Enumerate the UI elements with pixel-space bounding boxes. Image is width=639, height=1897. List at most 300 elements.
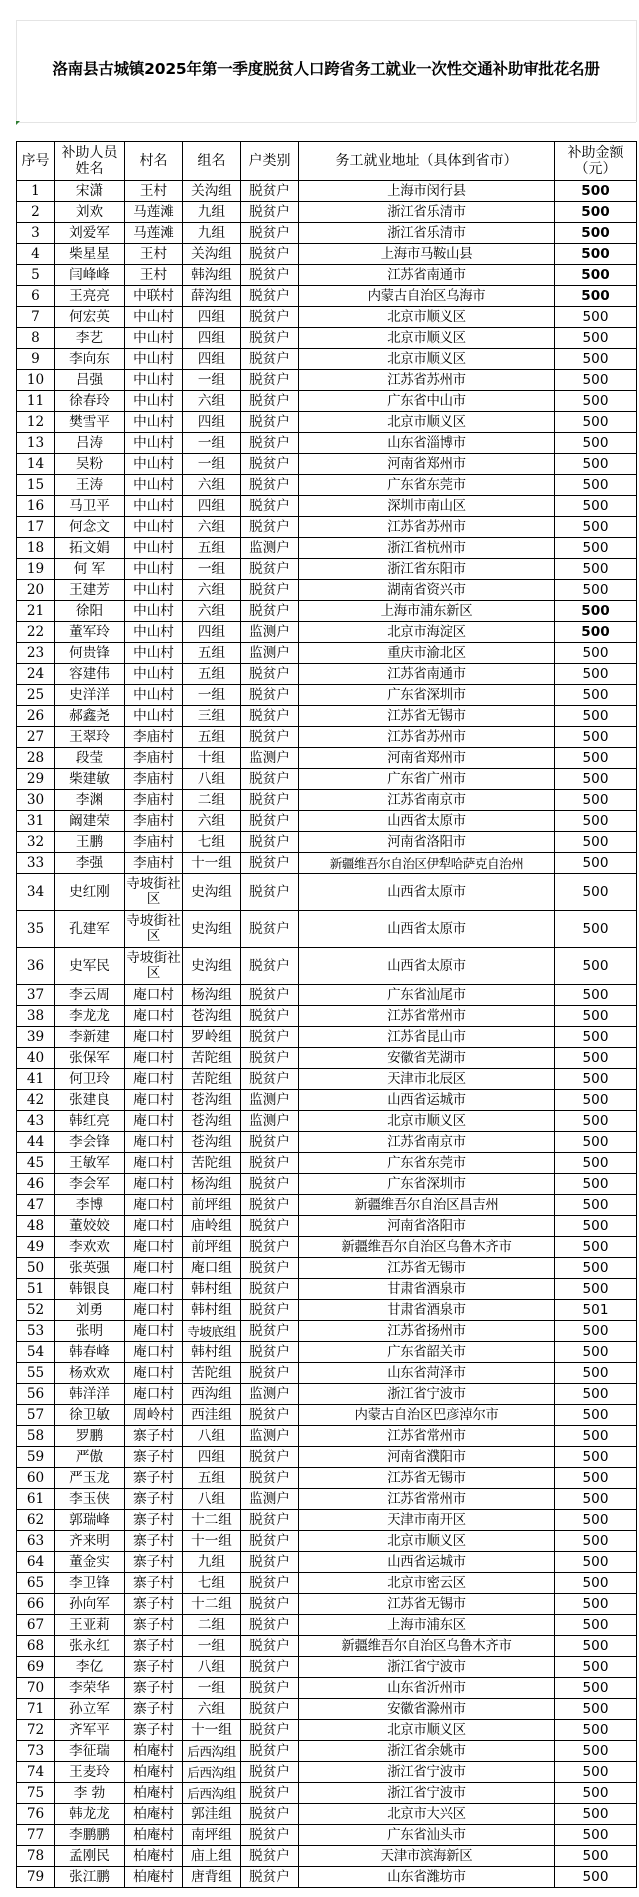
cell-work-address: 北京市顺义区 — [299, 412, 555, 433]
table-row — [17, 559, 637, 580]
cell-seq: 8 — [17, 328, 55, 349]
cell-seq: 75 — [17, 1783, 55, 1804]
table-row — [17, 454, 637, 475]
cell-name: 罗鹏 — [55, 1426, 125, 1447]
cell-seq: 62 — [17, 1510, 55, 1531]
table-row — [17, 1237, 637, 1258]
table-row — [17, 1510, 637, 1531]
cell-amount: 500 — [555, 790, 637, 811]
cell-name: 韩龙龙 — [55, 1804, 125, 1825]
cell-group: 苍沟组 — [183, 1090, 241, 1111]
cell-village: 庵口村 — [125, 985, 183, 1006]
cell-amount: 500 — [555, 832, 637, 853]
table-row — [17, 1804, 637, 1825]
cell-group: 一组 — [183, 454, 241, 475]
cell-work-address: 天津市北辰区 — [299, 1069, 555, 1090]
cell-household-type: 监测户 — [241, 1384, 299, 1405]
table-row — [17, 1846, 637, 1867]
table-row — [17, 1867, 637, 1888]
cell-group: 唐背组 — [183, 1867, 241, 1888]
cell-amount: 500 — [555, 475, 637, 496]
cell-amount: 500 — [555, 1195, 637, 1216]
cell-name: 柴建敏 — [55, 769, 125, 790]
table-row — [17, 985, 637, 1006]
cell-seq: 41 — [17, 1069, 55, 1090]
header-amount: 补助金额（元） — [555, 142, 637, 181]
cell-amount: 500 — [555, 391, 637, 412]
cell-village: 李庙村 — [125, 811, 183, 832]
table-row — [17, 1468, 637, 1489]
cell-work-address: 江苏省苏州市 — [299, 517, 555, 538]
cell-household-type: 脱贫户 — [241, 1342, 299, 1363]
cell-amount: 500 — [555, 1342, 637, 1363]
cell-group: 八组 — [183, 1489, 241, 1510]
cell-amount: 500 — [555, 1174, 637, 1195]
cell-seq: 31 — [17, 811, 55, 832]
cell-name: 王翠玲 — [55, 727, 125, 748]
table-row — [17, 1153, 637, 1174]
cell-name: 何贵锋 — [55, 643, 125, 664]
cell-household-type: 脱贫户 — [241, 911, 299, 948]
table-row — [17, 769, 637, 790]
cell-group: 二组 — [183, 1615, 241, 1636]
cell-amount: 500 — [555, 223, 637, 244]
cell-household-type: 脱贫户 — [241, 496, 299, 517]
cell-amount: 500 — [555, 1741, 637, 1762]
cell-amount: 500 — [555, 1006, 637, 1027]
cell-group: 韩村组 — [183, 1279, 241, 1300]
cell-village: 中山村 — [125, 496, 183, 517]
cell-work-address: 浙江省乐清市 — [299, 223, 555, 244]
cell-group: 五组 — [183, 643, 241, 664]
table-row — [17, 1657, 637, 1678]
cell-household-type: 脱贫户 — [241, 1636, 299, 1657]
cell-household-type: 脱贫户 — [241, 1195, 299, 1216]
cell-name: 齐军平 — [55, 1720, 125, 1741]
cell-village: 寨子村 — [125, 1468, 183, 1489]
cell-seq: 24 — [17, 664, 55, 685]
cell-work-address: 浙江省宁波市 — [299, 1384, 555, 1405]
cell-seq: 65 — [17, 1573, 55, 1594]
cell-amount: 500 — [555, 1804, 637, 1825]
cell-group: 史沟组 — [183, 911, 241, 948]
table-row — [17, 811, 637, 832]
cell-village: 李庙村 — [125, 748, 183, 769]
cell-name: 柴星星 — [55, 244, 125, 265]
cell-seq: 74 — [17, 1762, 55, 1783]
cell-seq: 19 — [17, 559, 55, 580]
cell-household-type: 脱贫户 — [241, 370, 299, 391]
cell-group: 一组 — [183, 685, 241, 706]
cell-name: 李龙龙 — [55, 1006, 125, 1027]
cell-amount: 500 — [555, 370, 637, 391]
cell-work-address: 浙江省宁波市 — [299, 1783, 555, 1804]
cell-work-address: 上海市浦东区 — [299, 1615, 555, 1636]
cell-group: 九组 — [183, 223, 241, 244]
cell-household-type: 脱贫户 — [241, 1069, 299, 1090]
cell-seq: 55 — [17, 1363, 55, 1384]
table-row — [17, 475, 637, 496]
cell-work-address: 安徽省芜湖市 — [299, 1048, 555, 1069]
cell-amount: 500 — [555, 853, 637, 874]
cell-name: 李向东 — [55, 349, 125, 370]
cell-group: 七组 — [183, 832, 241, 853]
cell-village: 寨子村 — [125, 1447, 183, 1468]
cell-group: 六组 — [183, 517, 241, 538]
cell-work-address: 安徽省滁州市 — [299, 1699, 555, 1720]
cell-name: 何卫玲 — [55, 1069, 125, 1090]
cell-seq: 20 — [17, 580, 55, 601]
cell-household-type: 脱贫户 — [241, 1048, 299, 1069]
cell-amount: 500 — [555, 1552, 637, 1573]
cell-name: 史红刚 — [55, 874, 125, 911]
cell-group: 四组 — [183, 622, 241, 643]
cell-amount: 500 — [555, 1384, 637, 1405]
cell-seq: 25 — [17, 685, 55, 706]
cell-seq: 43 — [17, 1111, 55, 1132]
cell-amount: 500 — [555, 496, 637, 517]
cell-name: 董军玲 — [55, 622, 125, 643]
cell-seq: 45 — [17, 1153, 55, 1174]
cell-household-type: 监测户 — [241, 1090, 299, 1111]
cell-work-address: 广东省深圳市 — [299, 1174, 555, 1195]
cell-village: 中山村 — [125, 538, 183, 559]
cell-work-address: 浙江省乐清市 — [299, 202, 555, 223]
cell-amount: 500 — [555, 874, 637, 911]
cell-work-address: 江苏省南通市 — [299, 664, 555, 685]
cell-amount: 500 — [555, 244, 637, 265]
table-row — [17, 1426, 637, 1447]
title-area — [16, 0, 636, 122]
cell-household-type: 脱贫户 — [241, 1405, 299, 1426]
cell-village: 庵口村 — [125, 1300, 183, 1321]
cell-name: 张永红 — [55, 1636, 125, 1657]
cell-name: 孔建军 — [55, 911, 125, 948]
cell-seq: 78 — [17, 1846, 55, 1867]
cell-work-address: 新疆维吾尔自治区乌鲁木齐市 — [299, 1636, 555, 1657]
cell-household-type: 脱贫户 — [241, 664, 299, 685]
cell-name: 何宏英 — [55, 307, 125, 328]
cell-work-address: 河南省洛阳市 — [299, 832, 555, 853]
cell-village: 柏庵村 — [125, 1804, 183, 1825]
cell-seq: 30 — [17, 790, 55, 811]
cell-amount: 500 — [555, 1825, 637, 1846]
cell-seq: 28 — [17, 748, 55, 769]
cell-amount: 500 — [555, 948, 637, 985]
cell-village: 庵口村 — [125, 1237, 183, 1258]
cell-name: 刘勇 — [55, 1300, 125, 1321]
header-household-type: 户类别 — [241, 142, 299, 181]
cell-group: 六组 — [183, 391, 241, 412]
cell-seq: 77 — [17, 1825, 55, 1846]
cell-household-type: 脱贫户 — [241, 391, 299, 412]
table-row — [17, 391, 637, 412]
cell-household-type: 脱贫户 — [241, 985, 299, 1006]
cell-name: 史军民 — [55, 948, 125, 985]
cell-name: 孙向军 — [55, 1594, 125, 1615]
cell-amount: 500 — [555, 307, 637, 328]
cell-name: 李渊 — [55, 790, 125, 811]
cell-village: 中山村 — [125, 370, 183, 391]
cell-name: 徐阳 — [55, 601, 125, 622]
cell-amount: 500 — [555, 538, 637, 559]
cell-village: 寺坡街社区 — [125, 874, 183, 911]
cell-work-address: 浙江省宁波市 — [299, 1762, 555, 1783]
cell-household-type: 脱贫户 — [241, 1762, 299, 1783]
cell-seq: 59 — [17, 1447, 55, 1468]
cell-group: 七组 — [183, 1573, 241, 1594]
table-row — [17, 1363, 637, 1384]
cell-household-type: 脱贫户 — [241, 349, 299, 370]
table-row — [17, 1342, 637, 1363]
cell-group: 后西沟组 — [183, 1741, 241, 1762]
cell-work-address: 河南省洛阳市 — [299, 1216, 555, 1237]
cell-work-address: 广东省东莞市 — [299, 1153, 555, 1174]
cell-work-address: 新疆维吾尔自治区乌鲁木齐市 — [299, 1237, 555, 1258]
cell-household-type: 脱贫户 — [241, 1531, 299, 1552]
cell-group: 前坪组 — [183, 1237, 241, 1258]
cell-village: 庵口村 — [125, 1321, 183, 1342]
cell-name: 刘爱军 — [55, 223, 125, 244]
cell-work-address: 河南省郑州市 — [299, 454, 555, 475]
cell-group: 苍沟组 — [183, 1006, 241, 1027]
cell-household-type: 脱贫户 — [241, 1321, 299, 1342]
cell-amount: 500 — [555, 1027, 637, 1048]
cell-name: 马卫平 — [55, 496, 125, 517]
cell-seq: 54 — [17, 1342, 55, 1363]
cell-group: 一组 — [183, 559, 241, 580]
cell-village: 中山村 — [125, 307, 183, 328]
cell-village: 中山村 — [125, 580, 183, 601]
cell-village: 庵口村 — [125, 1258, 183, 1279]
cell-group: 一组 — [183, 370, 241, 391]
cell-household-type: 脱贫户 — [241, 1594, 299, 1615]
cell-household-type: 脱贫户 — [241, 1699, 299, 1720]
cell-household-type: 脱贫户 — [241, 685, 299, 706]
cell-amount: 500 — [555, 454, 637, 475]
cell-village: 寨子村 — [125, 1552, 183, 1573]
cell-amount: 500 — [555, 1153, 637, 1174]
cell-name: 王敏军 — [55, 1153, 125, 1174]
cell-seq: 33 — [17, 853, 55, 874]
cell-village: 中山村 — [125, 517, 183, 538]
cell-seq: 39 — [17, 1027, 55, 1048]
cell-household-type: 脱贫户 — [241, 1825, 299, 1846]
cell-household-type: 脱贫户 — [241, 412, 299, 433]
cell-household-type: 脱贫户 — [241, 1153, 299, 1174]
cell-seq: 38 — [17, 1006, 55, 1027]
cell-amount: 500 — [555, 1615, 637, 1636]
cell-name: 樊雪平 — [55, 412, 125, 433]
cell-name: 韩春峰 — [55, 1342, 125, 1363]
cell-household-type: 脱贫户 — [241, 244, 299, 265]
cell-amount: 500 — [555, 433, 637, 454]
cell-group: 四组 — [183, 1447, 241, 1468]
cell-household-type: 脱贫户 — [241, 265, 299, 286]
cell-seq: 49 — [17, 1237, 55, 1258]
cell-household-type: 脱贫户 — [241, 601, 299, 622]
cell-work-address: 北京市海淀区 — [299, 622, 555, 643]
table-row — [17, 643, 637, 664]
cell-village: 李庙村 — [125, 853, 183, 874]
cell-work-address: 山东省菏泽市 — [299, 1363, 555, 1384]
cell-village: 中山村 — [125, 685, 183, 706]
table-row — [17, 1699, 637, 1720]
cell-group: 六组 — [183, 475, 241, 496]
cell-group: 十二组 — [183, 1594, 241, 1615]
cell-amount: 500 — [555, 1111, 637, 1132]
cell-amount: 500 — [555, 1510, 637, 1531]
cell-group: 八组 — [183, 769, 241, 790]
cell-group: 苦陀组 — [183, 1048, 241, 1069]
cell-seq: 71 — [17, 1699, 55, 1720]
cell-group: 一组 — [183, 1678, 241, 1699]
cell-seq: 18 — [17, 538, 55, 559]
cell-amount: 500 — [555, 622, 637, 643]
cell-seq: 22 — [17, 622, 55, 643]
cell-amount: 500 — [555, 911, 637, 948]
cell-name: 张江鹏 — [55, 1867, 125, 1888]
cell-name: 李玉侠 — [55, 1489, 125, 1510]
cell-household-type: 脱贫户 — [241, 790, 299, 811]
cell-village: 中山村 — [125, 664, 183, 685]
cell-group: 四组 — [183, 496, 241, 517]
cell-amount: 500 — [555, 1489, 637, 1510]
cell-household-type: 脱贫户 — [241, 202, 299, 223]
cell-group: 五组 — [183, 1468, 241, 1489]
cell-name: 张保军 — [55, 1048, 125, 1069]
cell-name: 李会锋 — [55, 1132, 125, 1153]
cell-village: 庵口村 — [125, 1384, 183, 1405]
cell-household-type: 脱贫户 — [241, 580, 299, 601]
cell-amount: 500 — [555, 265, 637, 286]
cell-name: 李强 — [55, 853, 125, 874]
cell-household-type: 脱贫户 — [241, 1132, 299, 1153]
cell-household-type: 脱贫户 — [241, 1867, 299, 1888]
cell-group: 南坪组 — [183, 1825, 241, 1846]
cell-work-address: 重庆市渝北区 — [299, 643, 555, 664]
cell-village: 中山村 — [125, 328, 183, 349]
cell-amount: 500 — [555, 1762, 637, 1783]
cell-amount: 500 — [555, 1405, 637, 1426]
cell-work-address: 甘肃省酒泉市 — [299, 1279, 555, 1300]
cell-group: 韩村组 — [183, 1342, 241, 1363]
cell-name: 张建良 — [55, 1090, 125, 1111]
cell-group: 庙上组 — [183, 1846, 241, 1867]
cell-work-address: 江苏省南京市 — [299, 790, 555, 811]
cell-group: 五组 — [183, 727, 241, 748]
cell-name: 刘欢 — [55, 202, 125, 223]
table-row — [17, 1195, 637, 1216]
cell-village: 中山村 — [125, 433, 183, 454]
cell-seq: 70 — [17, 1678, 55, 1699]
cell-name: 王亮亮 — [55, 286, 125, 307]
cell-seq: 15 — [17, 475, 55, 496]
cell-work-address: 山西省太原市 — [299, 874, 555, 911]
cell-work-address: 山西省运城市 — [299, 1090, 555, 1111]
cell-village: 中山村 — [125, 622, 183, 643]
cell-village: 寨子村 — [125, 1636, 183, 1657]
cell-seq: 16 — [17, 496, 55, 517]
cell-work-address: 山西省太原市 — [299, 911, 555, 948]
cell-work-address: 广东省韶关市 — [299, 1342, 555, 1363]
cell-village: 中山村 — [125, 412, 183, 433]
cell-amount: 500 — [555, 1069, 637, 1090]
cell-household-type: 脱贫户 — [241, 307, 299, 328]
table-row — [17, 496, 637, 517]
subsidy-roster-table — [16, 141, 637, 1888]
cell-name: 闫峰峰 — [55, 265, 125, 286]
cell-household-type: 监测户 — [241, 748, 299, 769]
cell-village: 寨子村 — [125, 1678, 183, 1699]
cell-village: 寨子村 — [125, 1657, 183, 1678]
cell-name: 李 勃 — [55, 1783, 125, 1804]
cell-group: 十组 — [183, 748, 241, 769]
cell-household-type: 脱贫户 — [241, 1300, 299, 1321]
cell-village: 中山村 — [125, 391, 183, 412]
cell-name: 王建芳 — [55, 580, 125, 601]
table-row — [17, 1006, 637, 1027]
header-seq: 序号 — [17, 142, 55, 181]
cell-seq: 37 — [17, 985, 55, 1006]
cell-village: 寨子村 — [125, 1531, 183, 1552]
cell-amount: 501 — [555, 1300, 637, 1321]
cell-name: 韩红亮 — [55, 1111, 125, 1132]
table-row — [17, 1405, 637, 1426]
cell-amount: 500 — [555, 1237, 637, 1258]
table-row — [17, 601, 637, 622]
cell-household-type: 脱贫户 — [241, 1573, 299, 1594]
cell-work-address: 江苏省常州市 — [299, 1426, 555, 1447]
cell-work-address: 湖南省资兴市 — [299, 580, 555, 601]
cell-name: 李艺 — [55, 328, 125, 349]
cell-village: 中山村 — [125, 643, 183, 664]
cell-amount: 500 — [555, 559, 637, 580]
cell-household-type: 脱贫户 — [241, 1720, 299, 1741]
cell-work-address: 江苏省昆山市 — [299, 1027, 555, 1048]
cell-name: 何 军 — [55, 559, 125, 580]
cell-seq: 68 — [17, 1636, 55, 1657]
cell-village: 寨子村 — [125, 1594, 183, 1615]
cell-group: 六组 — [183, 601, 241, 622]
cell-seq: 51 — [17, 1279, 55, 1300]
table-row — [17, 538, 637, 559]
cell-seq: 61 — [17, 1489, 55, 1510]
cell-seq: 50 — [17, 1258, 55, 1279]
table-row — [17, 1783, 637, 1804]
table-row — [17, 1594, 637, 1615]
cell-group: 十二组 — [183, 1510, 241, 1531]
cell-seq: 12 — [17, 412, 55, 433]
cell-group: 十一组 — [183, 853, 241, 874]
table-body — [17, 181, 637, 1888]
cell-amount: 500 — [555, 985, 637, 1006]
cell-name: 徐春玲 — [55, 391, 125, 412]
cell-name: 吴粉 — [55, 454, 125, 475]
table-row — [17, 1069, 637, 1090]
table-row — [17, 328, 637, 349]
cell-group: 后西沟组 — [183, 1762, 241, 1783]
table-row — [17, 1720, 637, 1741]
cell-seq: 57 — [17, 1405, 55, 1426]
cell-household-type: 脱贫户 — [241, 1615, 299, 1636]
cell-household-type: 监测户 — [241, 643, 299, 664]
cell-village: 王村 — [125, 181, 183, 202]
cell-group: 六组 — [183, 811, 241, 832]
table-row — [17, 911, 637, 948]
sheet-gridline-top — [16, 20, 636, 21]
cell-amount: 500 — [555, 1090, 637, 1111]
